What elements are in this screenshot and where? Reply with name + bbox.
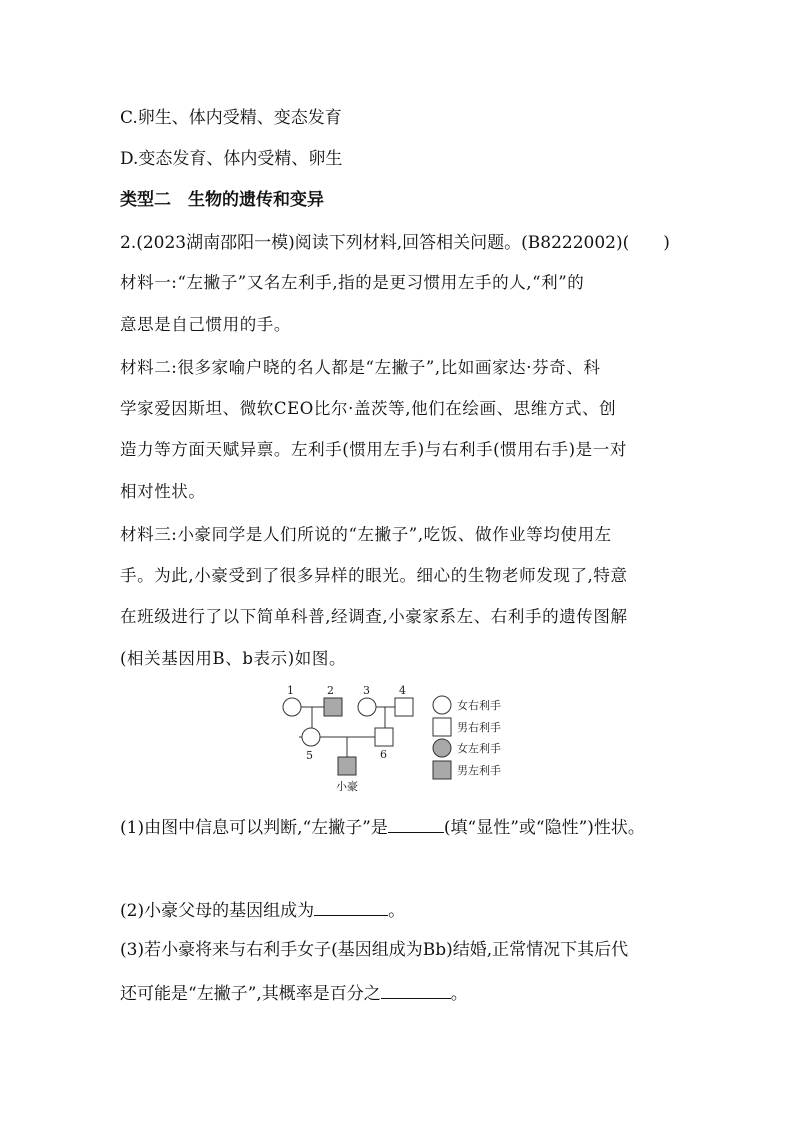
subquestion-3-line-2 xyxy=(120,982,468,1004)
legend-male-left: 男左利手 xyxy=(457,764,501,777)
female-right-hand-3 xyxy=(358,698,376,716)
pedigree-diagram xyxy=(270,680,520,800)
subquestion-3-line-1: (3)若小豪将来与右利手女子(基因组成为Bb)结婚,正常情况下其后代 xyxy=(120,940,629,960)
label-3: 3 xyxy=(363,684,370,697)
label-5: 5 xyxy=(306,749,313,762)
label-child: 小豪 xyxy=(336,780,358,793)
male-right-hand-4 xyxy=(395,698,413,716)
label-1: 1 xyxy=(287,684,294,697)
material-2-line-3: 造力等方面天赋异禀。左利手(惯用左手)与右利手(惯用右手)是一对 xyxy=(120,440,627,459)
option-c: C.卵生、体内受精、变态发育 xyxy=(120,108,342,128)
option-d: D.变态发育、体内受精、卵生 xyxy=(120,149,343,169)
female-right-hand-5 xyxy=(302,728,320,746)
label-4: 4 xyxy=(399,684,406,697)
material-3-line-2: 手。为此,小豪受到了很多异样的眼光。细心的生物老师发现了,特意 xyxy=(120,566,628,585)
material-2-line-1: 材料二:很多家喻户晓的名人都是“左撇子”,比如画家达·芬奇、科 xyxy=(120,358,601,377)
material-3-line-1: 材料三:小豪同学是人们所说的“左撇子”,吃饭、做作业等均使用左 xyxy=(120,525,612,544)
material-2-line-2: 学家爱因斯坦、微软CEO比尔·盖茨等,他们在绘画、思维方式、创 xyxy=(120,399,617,418)
subquestion-1-suffix: (填“显性”或“隐性”)性状。 xyxy=(443,818,645,838)
legend-female-left: 女左利手 xyxy=(457,742,501,755)
legend-male-left-symbol xyxy=(433,761,451,779)
material-3-line-3: 在班级进行了以下简单科普,经调查,小豪家系左、右利手的遗传图解 xyxy=(120,607,628,626)
male-right-hand-6 xyxy=(375,728,393,746)
subquestion-1-prefix: (1)由图中信息可以判断,“左撇子”是 xyxy=(120,818,388,838)
label-2: 2 xyxy=(327,684,334,697)
legend-female-left-symbol xyxy=(433,739,451,757)
subquestion-2-prefix: (2)小豪父母的基因组成为 xyxy=(120,901,315,921)
subquestion-3-suffix: 。 xyxy=(450,984,468,1004)
answer-blank-3[interactable] xyxy=(381,982,451,999)
male-left-hand-2 xyxy=(324,698,342,716)
female-right-hand-1 xyxy=(283,698,301,716)
subquestion-2 xyxy=(120,899,405,921)
material-1-line-1: 材料一:“左撇子”又名左利手,指的是更习惯用左手的人,“利”的 xyxy=(120,273,585,292)
legend-male-right: 男右利手 xyxy=(457,721,501,734)
legend-male-right-symbol xyxy=(433,718,451,736)
male-left-hand-child xyxy=(338,757,356,775)
legend-female-right: 女右利手 xyxy=(457,699,501,712)
answer-blank-1[interactable] xyxy=(388,816,444,833)
section-title: 类型二 生物的遗传和变异 xyxy=(120,190,324,210)
material-3-line-4: (相关基因用B、b表示)如图。 xyxy=(120,649,347,668)
label-6: 6 xyxy=(380,748,387,761)
material-1-line-2: 意思是自己惯用的手。 xyxy=(120,315,291,334)
subquestion-2-suffix: 。 xyxy=(388,901,406,921)
subquestion-1 xyxy=(120,816,645,838)
material-2-line-4: 相对性状。 xyxy=(120,482,206,501)
answer-blank-2[interactable] xyxy=(314,899,388,916)
subquestion-3-prefix: 还可能是“左撇子”,其概率是百分之 xyxy=(120,984,381,1004)
legend-female-right-symbol xyxy=(433,696,451,714)
question-2-intro: 2.(2023湖南邵阳一模)阅读下列材料,回答相关问题。(B8222002)( ) xyxy=(120,233,670,253)
